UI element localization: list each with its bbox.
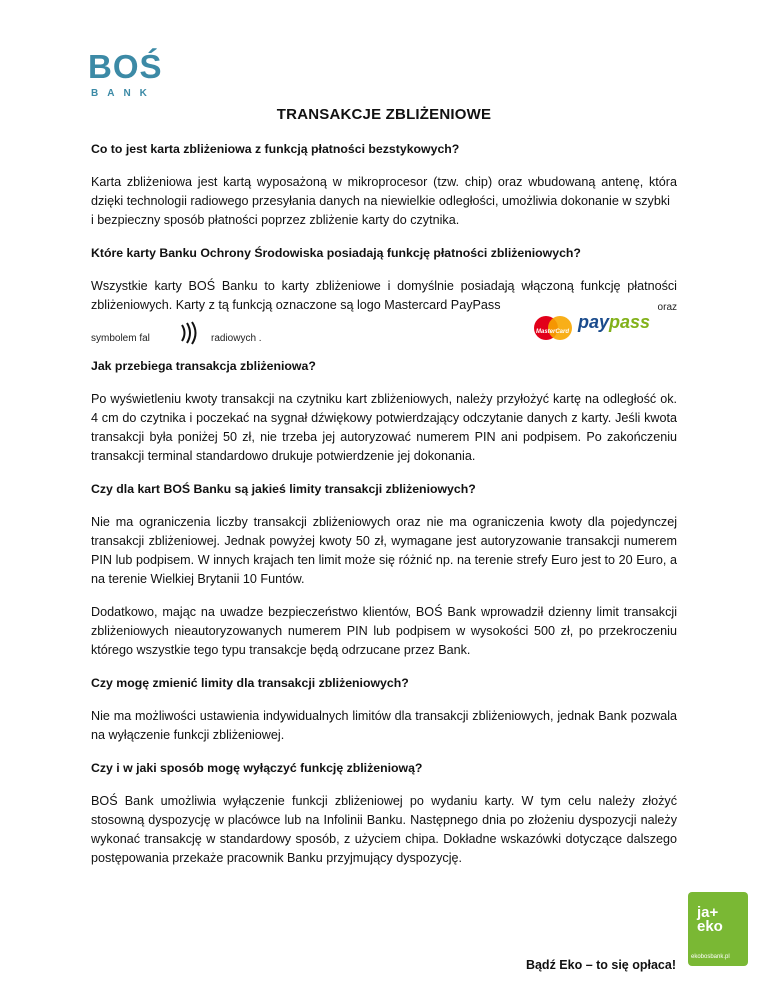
eko-badge-text: ja+ eko (697, 904, 723, 935)
logo-letters-bo: BO (88, 48, 140, 85)
paragraph: Nie ma ograniczenia liczby transakcji zbliżeniowych oraz nie ma ograniczenia kwoty dla pojedynczej transakcji zbliżeniowej. Jednak powyżej kwoty 50 zł, wymagane jest autoryzowanie transakcji numerem PIN lub podpisem. W innych krajach ten limit może się różnić np. na terenie strefy Euro jest to 20 Euro, a na terenie Wielkiej Brytanii 10 Funtów. (91, 515, 677, 586)
section-which-cards (91, 244, 677, 349)
paragraph: Nie ma możliwości ustawienia indywidualnych limitów dla transakcji zbliżeniowych, jednak Bank pozwala na wyłączenie funkcji zbliżeniowej. (91, 709, 677, 742)
document-body (91, 140, 677, 882)
paragraph-text: Wszystkie karty BOŚ Banku to karty zbliżeniowe i domyślnie posiadają włączoną funkcję płatności zbliżeniowych. Karty z tą funkcją oznaczone są logo Mastercard PayPass (91, 279, 677, 312)
paragraph: Dodatkowo, mając na uwadze bezpieczeństwo klientów, BOŚ Bank wprowadził dzienny limit transakcji zbliżeniowych nieautoryzowanych numerem PIN lub podpisem w wysokości 500 zł, po przekroczeniu którego wszystkie tego typu transakcje będą odrzucane przez Bank. (91, 605, 677, 657)
question-heading: Które karty Banku Ochrony Środowiska posiadają funkcję płatności zbliżeniowych? (91, 246, 581, 260)
document-title: TRANSAKCJE ZBLIŻENIOWE (276, 106, 492, 123)
symbol-label: symbolem fal (91, 333, 150, 344)
paragraph: BOŚ Bank umożliwia wyłączenie funkcji zbliżeniowej po wydaniu karty. W tym celu należy złożyć stosowną dyspozycję w placówce lub na Infolinii Banku. Następnego dnia po złożeniu dyspozycji należy wykonać transakcję w standardowy sposób, z użyciem chipa. Dokładne wskazówki dotyczące dalszego postępowania przekaże pracownik Banku przyjmujący dyspozycję. (91, 794, 677, 865)
logo-subtitle: BANK (91, 88, 156, 99)
paragraph: Karta zbliżeniowa jest kartą wyposażoną w mikroprocesor (tzw. chip) oraz wbudowaną antenę, która dzięki technologii radiowego przesyłania danych na niewielkie odległości, umożliwia dokonanie w szybki (91, 175, 677, 208)
question-heading: Czy i w jaki sposób mogę wyłączyć funkcję zbliżeniową? (91, 761, 423, 775)
section-how-transaction (91, 357, 677, 466)
logo-wordmark (88, 50, 174, 84)
footer-slogan: Bądź Eko – to się opłaca! (525, 958, 676, 972)
ja-eko-badge (688, 892, 748, 966)
question-heading: Co to jest karta zbliżeniowa z funkcją płatności bezstykowych? (91, 142, 460, 156)
paragraph: i bezpieczny sposób płatności poprzez zbliżenie karty do czytnika. (91, 213, 460, 227)
symbol-label-end: radiowych . (211, 333, 262, 344)
question-heading: Jak przebiega transakcja zbliżeniowa? (91, 359, 316, 373)
symbols-row (91, 312, 677, 349)
paragraph: Po wyświetleniu kwoty transakcji na czytniku kart zbliżeniowych, należy przyłożyć kartę na odległość ok. 4 cm do czytnika i poczekać na sygnał dźwiękowy potwierdzający odczytanie danych z karty. Jeśli kwota transakcji była poniżej 50 zł, nie trzeba jej autoryzować numerem PIN ani podpisem. Po zakończeniu transakcji terminal standardowo drukuje potwierdzenie jej dokonania. (91, 392, 677, 463)
question-heading: Czy mogę zmienić limity dla transakcji zbliżeniowych? (91, 676, 409, 690)
paypass-wordmark: paypass (578, 312, 651, 332)
section-change-limits (91, 674, 677, 745)
mastercard-label: MasterCard (536, 329, 570, 335)
question-heading: Czy dla kart BOŚ Banku są jakieś limity transakcji zbliżeniowych? (91, 482, 476, 496)
eko-badge-url: ekobosbank.pl (691, 954, 730, 960)
word-oraz: oraz (657, 302, 677, 313)
section-limits (91, 480, 677, 660)
mastercard-paypass-logo (534, 311, 654, 341)
contactless-waves-icon (177, 321, 201, 345)
section-what-is-card (91, 140, 677, 230)
section-disable (91, 759, 677, 868)
bos-bank-logo (88, 50, 174, 102)
logo-letter-s: Ś (139, 48, 163, 85)
paragraph (91, 277, 677, 315)
